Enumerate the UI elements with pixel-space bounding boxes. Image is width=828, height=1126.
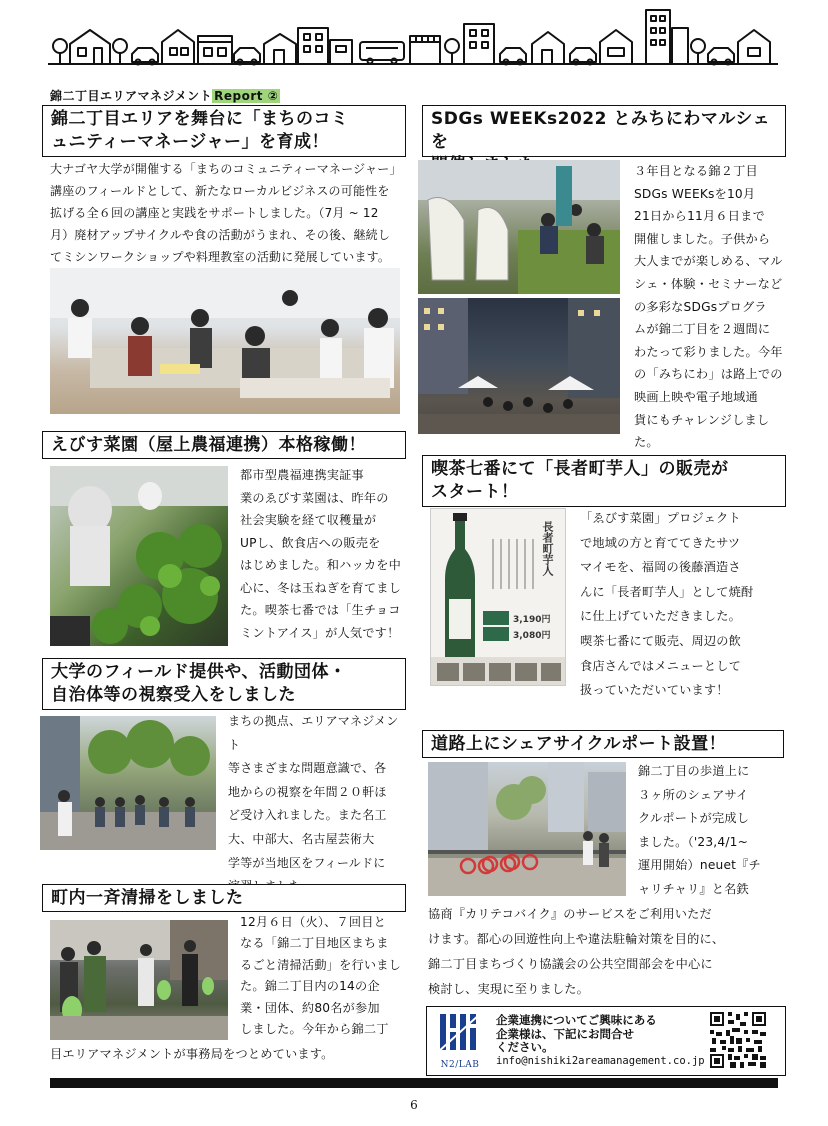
community-title [42,105,406,157]
sdgs-line: わたって彩りました。今年 [634,344,783,359]
cleanup-title-text: 町内一斉清掃をしました [51,888,244,908]
cleanup-line: た。錦二丁目内の14の企 [240,979,380,994]
cycle-port-photo [428,762,626,896]
cycle-title-text: 道路上にシェアサイクルポート設置！ [431,734,727,754]
sdgs-line: ムが錦二丁目を２週間に [634,322,771,337]
street-tour-illustration [40,716,216,850]
community-body [50,158,410,268]
sdgs-line: 貨にもチャレンジしました。 [634,412,770,450]
contact-line3: ください。 [496,1040,554,1054]
contact-line2: 企業様は、下記にお問合せ [496,1026,634,1041]
kissa-poster-photo [430,508,566,686]
marche-scene-illustration [418,160,620,294]
workshop-scene-illustration [50,268,400,414]
community-title-line1: 錦二丁目エリアを舞台に「まちのコミ [51,109,349,129]
cleanup-line: 目エリアマネジメントが事務局をつとめています。 [50,1047,334,1061]
page-number: 6 [410,1098,418,1112]
community-line: 大ナゴヤ大学が開催する「まちのコミュニティーマネージャー」 [50,162,402,176]
university-title-line1: 大学のフィールド提供や、活動団体・ [51,662,347,682]
sdgs-marche-photo [418,160,620,294]
sdgs-title [422,105,786,157]
kissa-line: 食店さんではメニューとして [580,658,742,673]
qr-pattern-illustration [710,1012,766,1068]
ebisu-body [240,464,408,644]
community-workshop-photo [50,268,400,414]
poster-price-2: 3,080円 [513,631,551,641]
cycle-line: 錦二丁目まちづくり協議会の公共空間部会を中心に [428,957,713,971]
kissa-line: 扱っていただいています！ [580,683,729,698]
cleanup-title [42,884,406,912]
university-line: 地からの視察を年間２０軒ほ [228,784,387,799]
cycle-line: 検討し、実現に至りました。 [428,982,590,996]
night-street-illustration [418,298,620,434]
kissa-title-line1: 喫茶七番にて「長者町芋人」の販売が [431,459,729,479]
university-line: 大、中部大、名古屋芸術大 [228,831,375,846]
kissa-line: んに「長者町芋人」として焼酎 [580,584,754,599]
poster-price-1: 3,190円 [513,615,551,625]
cycle-line: 運用開始）neuet『チ [638,858,761,873]
contact-line1: 企業連携についてご興味にある [496,1013,657,1027]
cycle-line: クルポートが完成し [638,811,750,826]
cleanup-line: なる「錦二丁目地区まちま [240,936,389,951]
town-skyline-illustration [48,4,778,68]
community-line: てミシンワークショップや料理教室の活動に発展しています。 [50,250,391,264]
ebisu-line: 業のゑびす菜園は、昨年の [240,490,389,505]
cleanup-body-narrow [240,912,412,1040]
university-body [228,710,408,899]
cycle-line: 協商『カリテコバイク』のサービスをご利用いただ [428,907,712,921]
cleanup-photo [50,920,228,1040]
cycle-line: けます。都心の回遊性向上や違法駐輪対策を目的に、 [428,932,725,946]
rooftop-garden-illustration [50,466,228,646]
sdgs-line: 21日から11月６日まで [634,209,765,224]
cycle-body-wide [428,902,790,1002]
sdgs-line: SDGs WEEKsを10月 [634,186,756,201]
university-line: 等さまざまな問題意識で、各 [228,761,387,776]
sdgs-body [634,160,784,454]
ebisu-line: ミントアイス」が人気です！ [240,625,400,640]
ebisu-title [42,431,406,459]
ebisu-line: UPし、飲食店への販売を [240,535,381,550]
contact-email[interactable]: info@nishiki2areamanagement.co.jp [496,1054,705,1067]
ebisu-line: 都市型農福連携実証事 [240,468,364,482]
sdgs-line: 大人までが楽しめる、マル [634,254,783,269]
footer-rule [50,1078,778,1088]
report-badge: Report ② [214,89,279,103]
ebisu-title-text: えびす菜園（屋上農福連携）本格稼働！ [51,435,366,455]
sdgs-night-photo [418,298,620,434]
university-line: 学等が当地区をフィールドに [228,855,386,870]
kissa-title [422,455,786,507]
contact-text [496,1014,706,1068]
community-line: 月）廃材アップサイクルや食の活動がうまれ、その後、継続し [50,228,391,242]
cycle-title [422,730,784,758]
n2lab-logo-text: N2/LAB [440,1060,480,1070]
n2lab-logo-icon [434,1012,486,1070]
sdgs-line: 映画上映や電子地域通 [634,389,758,404]
kissa-title-line2: スタート！ [431,482,519,502]
n2lab-mark-illustration [434,1012,486,1056]
bike-port-illustration [428,762,626,896]
kissa-line: に仕上げていただきました。 [580,609,742,624]
sdgs-line: 開催しました。子供から [634,231,771,246]
kissa-line: で地域の方と育ててきたサツ [580,535,741,550]
series-label [50,87,280,104]
university-field-photo [40,716,216,850]
cycle-line: ３ヶ所のシェアサイ [638,787,749,802]
university-line: ど受け入れました。また名工 [228,808,387,823]
university-line: まちの拠点、エリアマネジメント [228,714,399,752]
community-line: 講座のフィールドとして、新たなローカルビジネスの可能性を [50,184,390,198]
community-line: 拡げる全６回の講座と実践をサポートしました。（7月 ~ 12 [50,206,379,220]
cleanup-line: るごと清掃活動」を行いまし [240,957,402,972]
kissa-line: 「ゑびす菜園」プロジェクト [580,511,741,525]
sdgs-line: ３年目となる錦２丁目 [634,164,758,178]
cleanup-line: 業・団体、約80名が参加 [240,1000,380,1015]
cycle-line: 錦二丁目の歩道上に [638,764,750,778]
cycle-body-narrow [638,760,786,902]
cleanup-scene-illustration [50,920,228,1040]
kissa-line: マイモを、福岡の後藤酒造さ [580,560,741,575]
sdgs-line: の多彩なSDGsプログラ [634,299,767,314]
ebisu-garden-photo [50,466,228,646]
sdgs-line: の「みちにわ」は路上での [634,367,783,382]
cleanup-line: 12月６日（火）、７回目と [240,915,387,929]
community-title-line2: ュニティーマネージャー」を育成！ [51,132,329,152]
cycle-line: ました。（'23,4/1~ [638,834,748,849]
poster-title: 長者町芋人 [541,521,554,576]
qr-code-icon[interactable] [710,1012,766,1068]
ebisu-line: はじめました。和ハッカを中 [240,558,402,572]
cleanup-line: しました。今年から錦二丁 [240,1022,389,1037]
ebisu-line: た。喫茶七番では「生チョコ [240,603,401,617]
series-label-text: 錦二丁目エリアマネジメント [50,89,213,103]
university-title-line2: 自治体等の視察受入をしました [51,685,296,705]
sdgs-line: シェ・体験・セミナーなど [634,276,783,291]
ebisu-line: 心に、冬は玉ねぎを育てまし [240,580,402,595]
kissa-body [580,506,786,703]
cycle-line: ャリチャリ』と名鉄 [638,881,749,896]
sdgs-title-line1: SDGs WEEKs2022 とみちにわマルシェを [431,109,771,152]
kissa-line: 喫茶七番にて販売、周辺の飲 [580,633,742,648]
cleanup-body-wide [50,1044,410,1064]
university-title [42,658,406,710]
ebisu-line: 社会実験を経て収穫量が [240,513,377,527]
